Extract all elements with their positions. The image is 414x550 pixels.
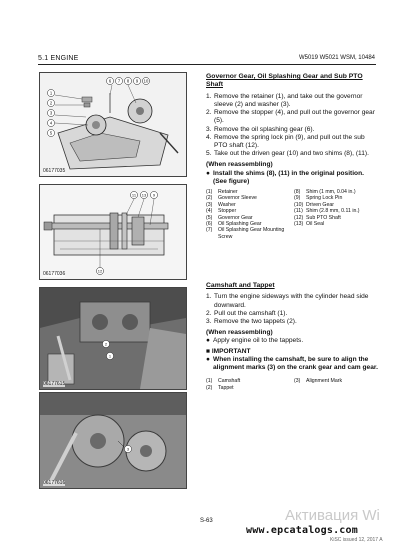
figure-governor-gear bbox=[39, 72, 187, 177]
callout-12: 12 bbox=[97, 268, 103, 274]
camshaft-section bbox=[206, 282, 378, 391]
figure-id: 06177616 bbox=[43, 480, 66, 486]
callout-8: 8 bbox=[126, 78, 130, 84]
reassembling-heading: (When reassembling) bbox=[206, 329, 273, 337]
alignment-photo bbox=[40, 393, 186, 488]
callout-3: 3 bbox=[49, 110, 53, 116]
callout-9b: 9 bbox=[152, 192, 156, 198]
governor-steps bbox=[206, 93, 378, 159]
callout-11: 11 bbox=[131, 192, 137, 198]
callout-2-photo: 2 bbox=[104, 341, 108, 347]
figure-id: 06177036 bbox=[43, 271, 66, 277]
callout-5: 5 bbox=[49, 130, 53, 136]
reassembling-bullet: ● Install the shims (8), (11) in the original position. (See figure) bbox=[206, 169, 364, 185]
figure-id: 06177035 bbox=[43, 168, 66, 174]
figure-alignment-photo bbox=[39, 392, 187, 489]
figure-camshaft-photo bbox=[39, 287, 187, 390]
step: 3. Remove the oil splashing gear (6). bbox=[206, 125, 315, 133]
important-bullet: ● When installing the camshaft, be sure to align the alignment marks (3) on the crank gear and cam gear. bbox=[206, 355, 378, 372]
figure-id: 06177615 bbox=[43, 381, 66, 387]
callout-2: 2 bbox=[49, 100, 53, 106]
callout-7: 7 bbox=[117, 78, 121, 84]
sub-pto-shaft-drawing bbox=[40, 185, 186, 279]
reassembling-bullet: ● Apply engine oil to the tappets. bbox=[206, 337, 304, 345]
callout-9: 9 bbox=[135, 78, 139, 84]
callout-10: 10 bbox=[143, 78, 149, 84]
callout-1-photo: 1 bbox=[108, 353, 112, 359]
activation-watermark: Активация Wi bbox=[285, 507, 380, 524]
source-url[interactable]: www.epcatalogs.com bbox=[246, 525, 358, 536]
governor-legend: (1) Retainer (8) Shim (1 mm, 0.04 in.) (2) Governor Sleeve (9) Spring Lock Pin (3) Washer (10) Driven Gear (4) Stopper (11) Shim (2.8 mm, 0.11 in.) (5) Governor Gear (12) Sub PTO Shaft (6) Oil Splashing Gear (13) Oil Seal (7) Oil Splashing Gear Mounting Screw bbox=[206, 189, 360, 240]
section-title: 5.1 ENGINE bbox=[38, 55, 79, 62]
step: 2. Pull out the camshaft (1). bbox=[206, 309, 288, 317]
callout-3-photo: 3 bbox=[126, 446, 130, 452]
important-icon: ■ bbox=[206, 347, 212, 355]
issue-code: KiSC issued 12, 2017 A bbox=[330, 537, 383, 543]
reassembling-heading: (When reassembling) bbox=[206, 161, 273, 169]
model-numbers: W5019 W5021 WSM, 10484 bbox=[298, 55, 375, 61]
governor-gear-drawing bbox=[40, 73, 186, 176]
camshaft-photo bbox=[40, 288, 186, 389]
step: 1. Remove the retainer (1), and take out the governor sleeve (2) and washer (3). bbox=[206, 92, 363, 109]
header-rule bbox=[38, 64, 376, 65]
camshaft-section-title: Camshaft and Tappet bbox=[206, 282, 275, 289]
step: 3. Remove the two tappets (2). bbox=[206, 318, 297, 326]
step: 1. Turn the engine sideways with the cylinder head side downward. bbox=[206, 293, 369, 309]
step: 5. Take out the driven gear (10) and two shims (8), (11). bbox=[206, 150, 369, 158]
figure-sub-pto-shaft bbox=[39, 184, 187, 280]
camshaft-steps bbox=[206, 293, 378, 326]
step: 4. Remove the spring lock pin (9), and pull out the sub PTO shaft (12). bbox=[206, 133, 365, 150]
callout-13: 13 bbox=[141, 192, 147, 198]
page-number: S-63 bbox=[200, 518, 213, 524]
governor-section bbox=[206, 73, 378, 240]
important-heading: ■ IMPORTANT bbox=[206, 347, 251, 355]
callout-1: 1 bbox=[49, 90, 53, 96]
camshaft-legend: (1) Camshaft (3) Alignment Mark (2) Tappet bbox=[206, 378, 343, 391]
callout-4: 4 bbox=[49, 120, 53, 126]
callout-6: 6 bbox=[108, 78, 112, 84]
governor-section-title: Governor Gear, Oil Splashing Gear and Sub PTO Shaft bbox=[206, 73, 363, 89]
step: 2. Remove the stopper (4), and pull out the governor gear (5). bbox=[206, 109, 375, 125]
